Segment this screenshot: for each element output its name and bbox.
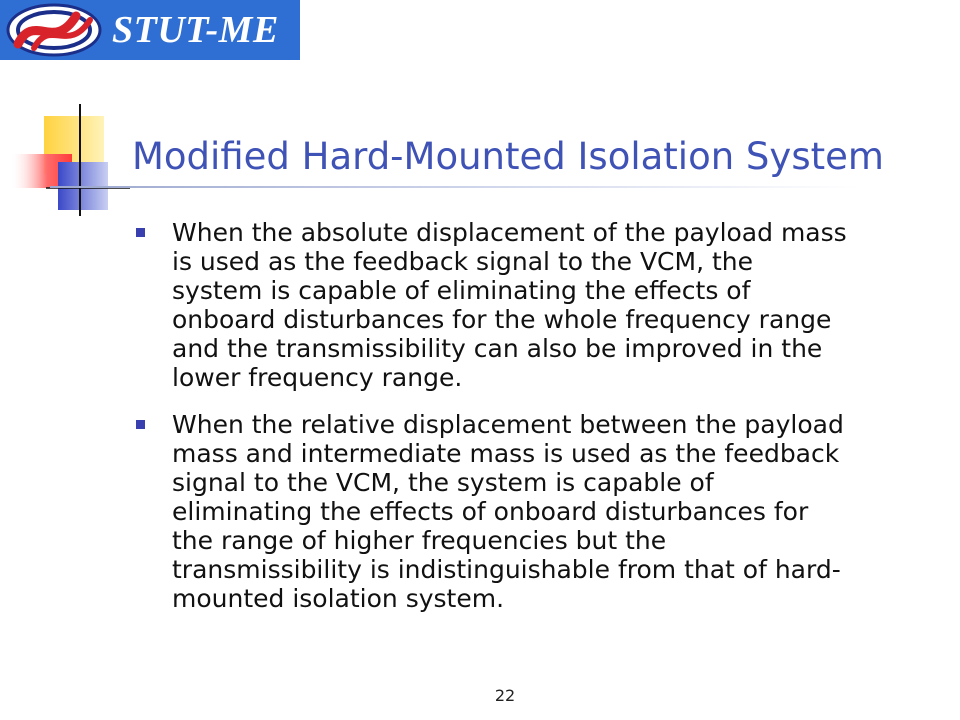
logo-text: STUT-ME	[112, 9, 279, 51]
bullet-text: When the relative displacement between the payload mass and intermediate mass is used as the feedback signal to the VCM, the system is capable of eliminating the effects of onboard disturbances for the range of higher frequencies but the transmissibility is indistinguishable from that of hard- mounted isolation system.	[172, 410, 844, 613]
bullet-text: When the absolute displacement of the payload mass is used as the feedback signal to the VCM, the system is capable of eliminating the effects of onboard disturbances for the whole frequency range and the transmissibility can also be improved in the lower frequency range.	[172, 218, 847, 392]
bullet-marker-icon	[136, 420, 145, 429]
slide-title: Modified Hard-Mounted Isolation System	[132, 135, 884, 178]
bullet-marker-icon	[136, 228, 145, 237]
page-number: 22	[494, 686, 516, 705]
